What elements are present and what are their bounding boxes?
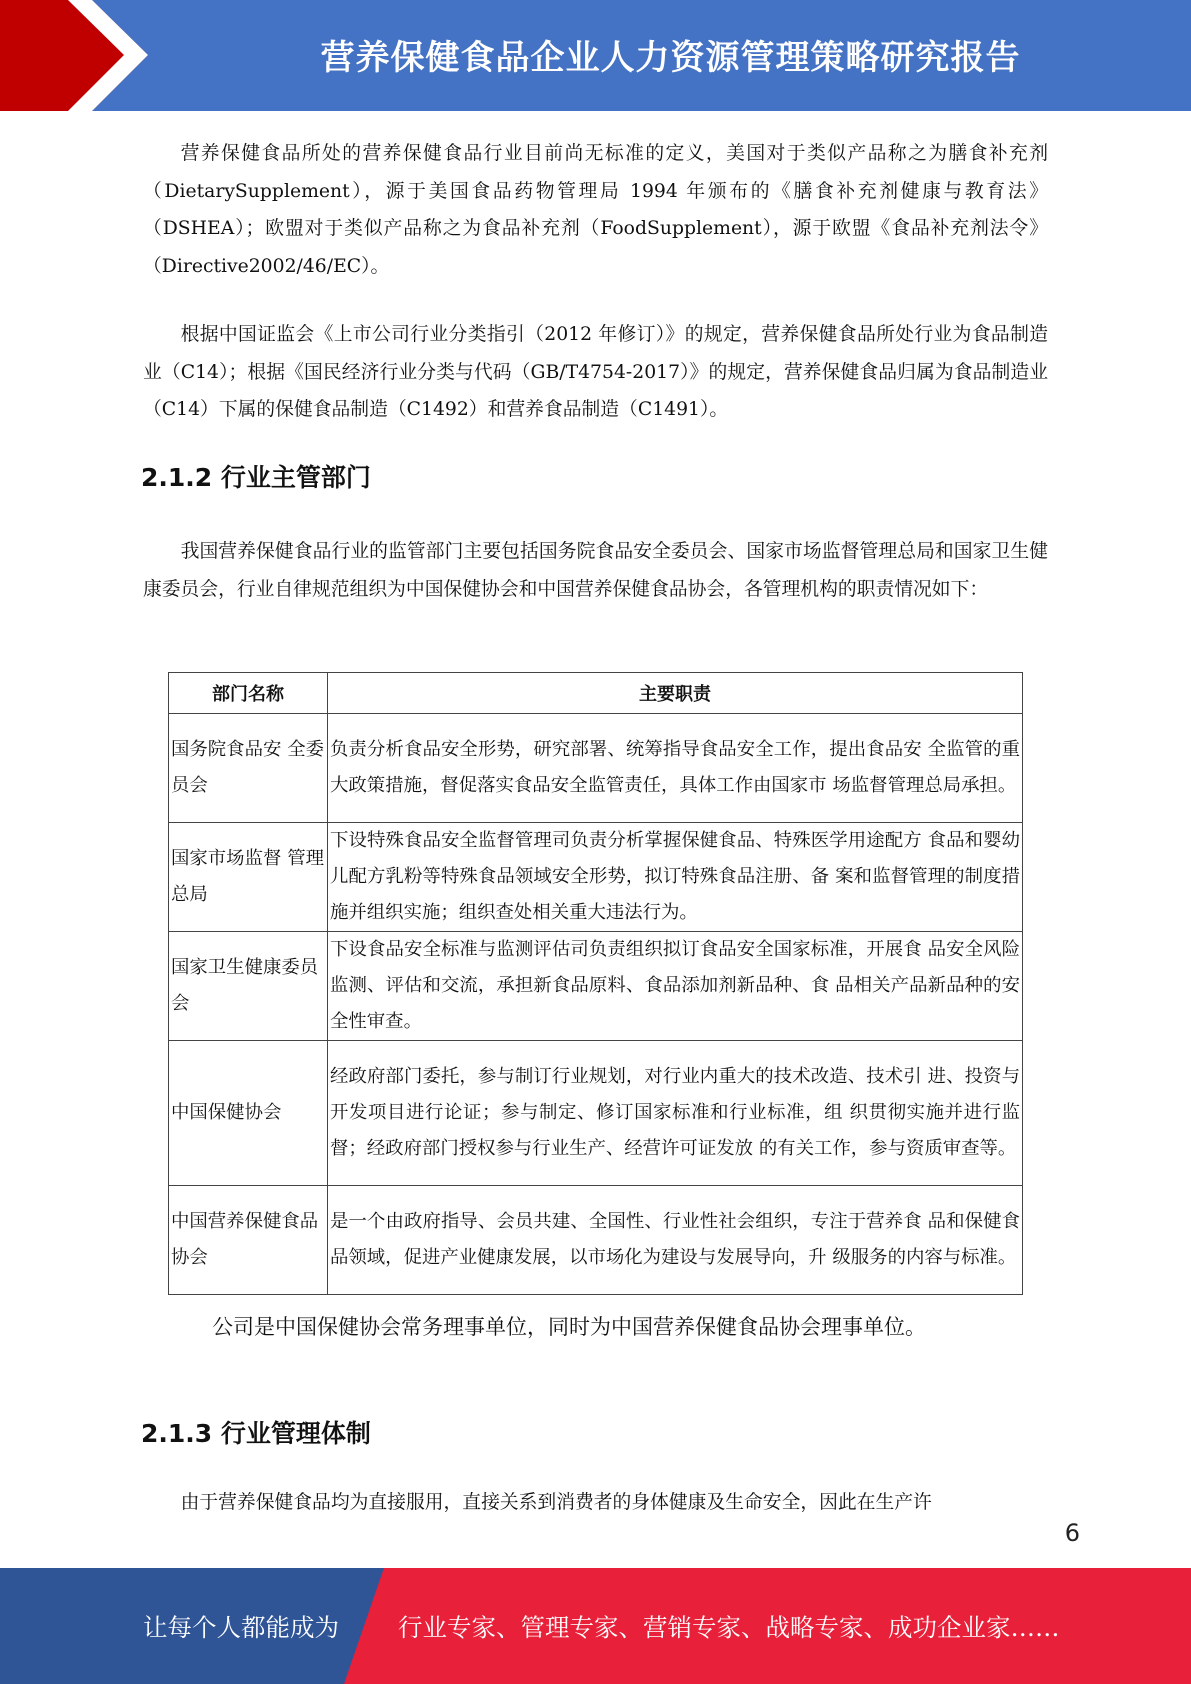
department-name-cell: 国务院食品安 全委员会 [169,714,328,823]
paragraph-classification: 根据中国证监会《上市公司行业分类指引（2012 年修订）》的规定，营养保健食品所处行业为食品制造业（C14）；根据《国民经济行业分类与代码（GB/T4754-2017）》的规定，营养保健食品归属为食品制造业（C14）下属的保健食品制造（C1492）和营养食品制造（C1491）。 [143,324,1048,420]
department-name-cell: 国家卫生健康委员会 [169,932,328,1041]
paragraph-definition: 营养保健食品所处的营养保健食品行业目前尚无标准的定义，美国对于类似产品称之为膳食补充剂（DietarySupplement），源于美国食品药物管理局 1994 年颁布的《膳食补充剂健康与教育法》（DSHEA）；欧盟对于类似产品称之为食品补充剂（FoodSupplement），源于欧盟《食品补充剂法令》（Directive2002/46/EC）。 [143,143,1048,277]
page-header [0,0,1191,111]
department-name-cell: 中国营养保健食品协会 [169,1186,328,1295]
table-row [169,714,1023,823]
table-row [169,1186,1023,1295]
section-heading-2-1-2: 2.1.2 行业主管部门 [141,463,371,492]
page-footer [0,1568,1191,1684]
company-membership-note: 公司是中国保健协会常务理事单位，同时为中国营养保健食品协会理事单位。 [212,1315,926,1339]
table-row [169,823,1023,932]
footer-slogan-right: 行业专家、管理专家、营销专家、战略专家、成功企业家…… [398,1612,1060,1642]
page-number: 6 [1064,1519,1080,1547]
department-duties-cell: 下设食品安全标准与监测评估司负责组织拟订食品安全国家标准，开展食 品安全风险监测、评估和交流，承担新食品原料、食品添加剂新品种、食 品相关产品新品种的安全性审查。 [328,932,1023,1041]
table-row [169,1041,1023,1186]
section-heading-2-1-3: 2.1.3 行业管理体制 [141,1419,371,1448]
paragraph-management-system: 由于营养保健食品均为直接服用，直接关系到消费者的身体健康及生命安全，因此在生产许 [180,1492,932,1513]
header-arrow-decoration [0,0,160,111]
department-name-cell: 国家市场监督 管理总局 [169,823,328,932]
department-duties-cell: 负责分析食品安全形势，研究部署、统筹指导食品安全工作，提出食品安 全监管的重大政策措施，督促落实食品安全监管责任，具体工作由国家市 场监督管理总局承担。 [328,714,1023,823]
column-header-duties: 主要职责 [328,673,1023,714]
department-duties-cell: 经政府部门委托，参与制订行业规划，对行业内重大的技术改造、技术引 进、投资与开发项目进行论证；参与制定、修订国家标准和行业标准，组 织贯彻实施并进行监督；经政府部门授权参与行业生产、经营许可证发放 的有关工作，参与资质审查等。 [328,1041,1023,1186]
regulator-duties-table [168,672,1023,1295]
department-name-cell: 中国保健协会 [169,1041,328,1186]
department-duties-cell: 下设特殊食品安全监督管理司负责分析掌握保健食品、特殊医学用途配方 食品和婴幼儿配方乳粉等特殊食品领域安全形势，拟订特殊食品注册、备 案和监督管理的制度措施并组织实施；组织查处相关重大违法行为。 [328,823,1023,932]
report-title: 营养保健食品企业人力资源管理策略研究报告 [320,37,1021,78]
column-header-department: 部门名称 [169,673,328,714]
table-header-row [169,673,1023,714]
table-row [169,932,1023,1041]
footer-slogan-left: 让每个人都能成为 [143,1612,339,1642]
department-duties-cell: 是一个由政府指导、会员共建、全国性、行业性社会组织，专注于营养食 品和保健食品领域，促进产业健康发展，以市场化为建设与发展导向，升 级服务的内容与标准。 [328,1186,1023,1295]
paragraph-regulators: 我国营养保健食品行业的监管部门主要包括国务院食品安全委员会、国家市场监督管理总局和国家卫生健康委员会，行业自律规范组织为中国保健协会和中国营养保健食品协会，各管理机构的职责情况如下： [143,541,1048,600]
